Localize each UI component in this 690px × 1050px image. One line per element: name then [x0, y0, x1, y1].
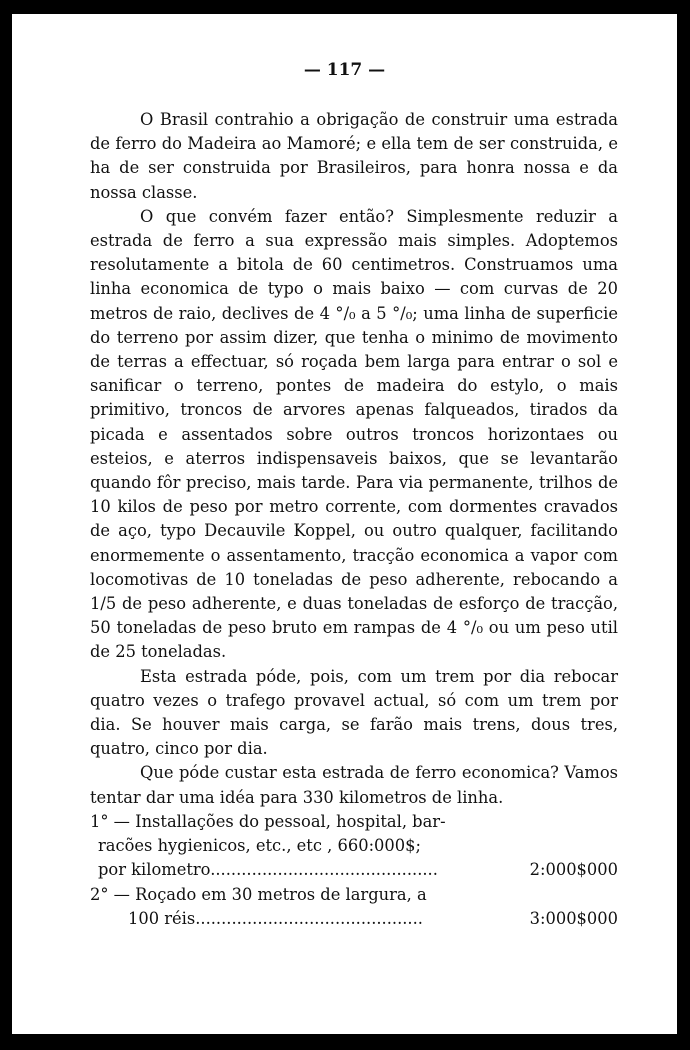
paragraph-2: O que convém fazer então? Simplesmente reduzir a estrada de ferro a sua expressão mais simples. Adoptemos resolutamente a bitola de 60 centimetros. Construamos uma linha economica de typo o mais baixo — com curvas de 20 metros de raio, declives de 4 °/₀ a 5 °/₀; uma linha de superficie do terreno por assim dizer, que tenha o minimo de movimento de terras a effectuar, só roçada bem larga para entrar o sol e sanificar o terreno, pontes de madeira do estylo, o mais primitivo, troncos de arvores apenas falqueados, tirados da picada e assentados sobre outros troncos horizontaes ou esteios, e aterros indispensaveis baixos, que se levantarão quando fôr preciso, mais tarde. Para via permanente, trilhos de 10 kilos de peso por metro corrente, com dormentes cravados de aço, typo Decauvile Koppel, ou outro qualquer, facilitando enormemente o assentamento, tracção economica a vapor com locomotivas de 10 toneladas de peso adherente, rebocando a 1/5 de peso adherente, e duas toneladas de esforço de tracção, 50 toneladas de peso bruto em rampas de 4 °/₀ ou um peso util de 25 toneladas. — [90, 206, 618, 662]
cost-item-2-total-row — [90, 907, 618, 931]
cost-item-2-line1: 2° — Roçado em 30 metros de largura, a — [90, 884, 427, 904]
page-number: — 117 — — [303, 60, 386, 80]
document-page — [12, 14, 677, 1034]
body-text — [90, 108, 618, 931]
cost-item-1 — [90, 810, 618, 883]
cost-item-2 — [90, 883, 618, 931]
paragraph-1: O Brasil contrahio a obrigação de construir uma estrada de ferro do Madeira ao Mamoré; e ella tem de ser construida, e ha de ser construida por Brasileiros, para honra nossa e da nossa classe. — [90, 110, 618, 202]
cost-item-1-line1: 1° — Installações do pessoal, hospital, bar- — [90, 811, 446, 831]
cost-items — [90, 810, 618, 931]
cost-item-1-amount: 2:000$000 — [529, 860, 618, 880]
paragraph-4: Que póde custar esta estrada de ferro economica? Vamos tentar dar uma idéa para 330 kilometros de linha. — [90, 763, 618, 807]
cost-item-1-line3: por kilometro............................................ — [98, 860, 438, 880]
cost-item-2-amount: 3:000$000 — [529, 908, 618, 928]
cost-item-2-line2: 100 réis............................................ — [128, 908, 423, 928]
cost-item-1-line2: racões hygienicos, etc., etc , 660:000$; — [98, 836, 421, 856]
paragraph-3: Esta estrada póde, pois, com um trem por dia rebocar quatro vezes o trafego provavel actual, só com um trem por dia. Se houver mais carga, se farão mais trens, dous tres, quatro, cinco por dia. — [90, 666, 618, 759]
cost-item-1-total-row — [90, 858, 618, 882]
